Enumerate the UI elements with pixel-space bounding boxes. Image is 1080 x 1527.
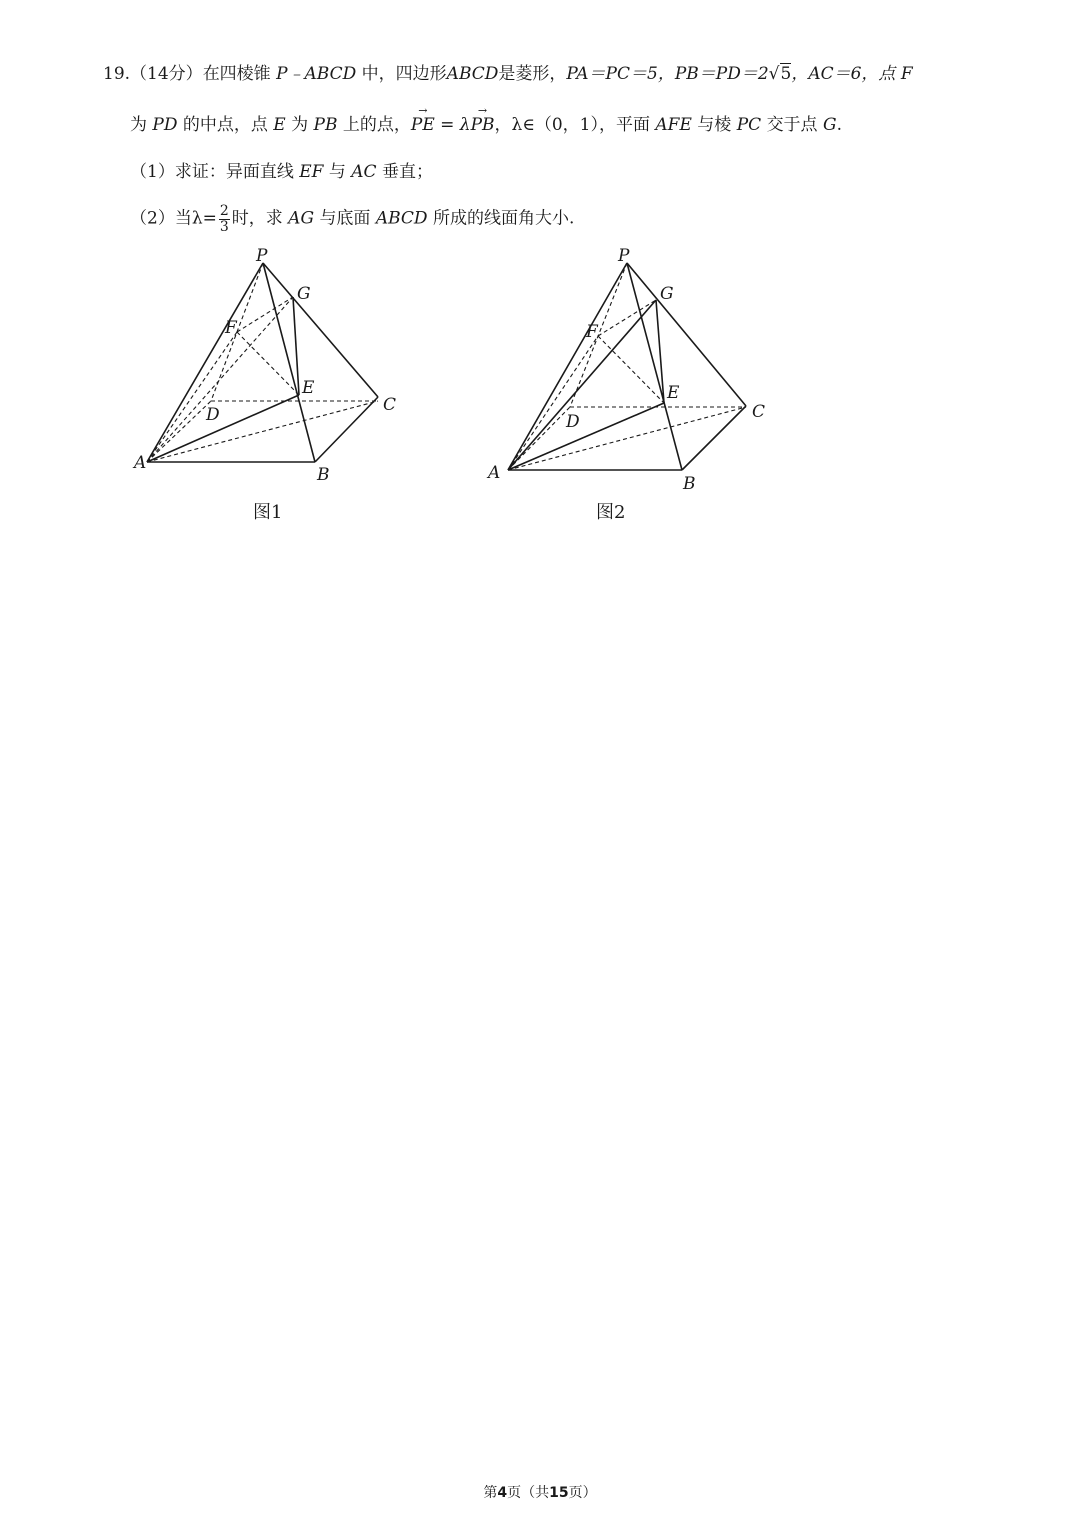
point-g: G: [822, 115, 837, 135]
label-b: B: [683, 474, 696, 494]
footer-mid: 页（共: [507, 1485, 550, 1501]
q1-text: 与: [328, 162, 346, 182]
label-e: E: [302, 378, 315, 398]
segment-pd: PD: [152, 115, 178, 135]
label-g: G: [660, 284, 674, 304]
q1-text: 垂直；: [381, 162, 433, 182]
point-e: E: [273, 115, 286, 135]
figure-1-caption: 图1: [253, 502, 283, 523]
label-d: D: [566, 412, 580, 432]
segment-pb: PB: [313, 115, 338, 135]
sqrt-symbol: √: [768, 64, 780, 84]
page-total: 15: [549, 1485, 569, 1501]
edge-pd: [570, 263, 627, 407]
footer-prefix: 第: [483, 1485, 498, 1501]
segment-ag: [508, 300, 656, 470]
problem-number: 19.: [103, 64, 131, 84]
vector-pe: → PE: [411, 117, 435, 134]
page-number: 4: [497, 1485, 508, 1501]
q2-text: 时，求: [231, 208, 283, 229]
q1-text: （1）求证：异面直线: [130, 162, 294, 182]
sqrt-value: 5: [780, 64, 792, 84]
q2-text: 所成的线面角大小.: [432, 208, 575, 229]
point-f: F: [900, 64, 913, 84]
vector-pb: → PB: [471, 117, 495, 134]
label-e: E: [667, 383, 680, 403]
quad-name: ABCD: [446, 64, 499, 84]
segment-fg: [598, 300, 656, 336]
stem-text: ，λ∈（0，1），平面: [494, 115, 650, 135]
label-a: A: [134, 453, 147, 473]
edge-pb: [627, 263, 682, 470]
edge-pc: PC: [736, 115, 762, 135]
stem-text: 交于点: [766, 115, 818, 135]
plane-afe: AFE: [655, 115, 692, 135]
stem-text: 为: [291, 115, 309, 135]
stem-text: 上的点，: [342, 115, 411, 135]
equation-2: PB＝PD＝2: [674, 64, 769, 84]
equation-3: ，AC＝6，点: [791, 64, 896, 84]
segment-fe: [598, 336, 664, 403]
fraction-numerator: 2: [219, 203, 229, 219]
q1-ef: EF: [299, 162, 324, 182]
label-f: F: [225, 318, 237, 338]
stem-text: 中，四边形: [361, 64, 447, 84]
stem-text: 为: [130, 115, 147, 135]
label-g: G: [297, 284, 311, 304]
q2-text: （2）当λ=: [130, 208, 217, 229]
figure-2-caption: 图2: [596, 502, 626, 523]
page-footer: [0, 1482, 1080, 1502]
edge-pc: [627, 263, 746, 406]
stem-text: 的中点，点: [182, 115, 268, 135]
q1-ac: AC: [351, 162, 377, 182]
label-d: D: [206, 405, 220, 425]
fraction-denominator: 3: [219, 218, 229, 235]
problem-points: （14分）: [130, 64, 203, 84]
stem-text: 是菱形，: [498, 64, 567, 84]
label-f: F: [586, 322, 598, 342]
label-a: A: [488, 463, 501, 483]
stem-text: 与棱: [697, 115, 732, 135]
q2-text: 与底面: [319, 208, 371, 229]
vector-eq: = λ: [434, 115, 471, 135]
pyramid-name: P﹣ABCD: [276, 64, 357, 84]
q2-abcd: ABCD: [375, 208, 428, 229]
figure-2: [0, 0, 1080, 560]
q2-ag: AG: [288, 208, 315, 229]
footer-suffix: 页）: [568, 1485, 597, 1501]
figure-2-dashed-edges: [508, 263, 746, 470]
period: .: [836, 115, 842, 135]
equation-1: PA＝PC＝5，: [566, 64, 675, 84]
label-c: C: [383, 395, 397, 415]
label-c: C: [752, 402, 766, 422]
label-p: P: [256, 246, 268, 266]
stem-text: 在四棱锥: [202, 64, 271, 84]
edge-pa: [508, 263, 627, 470]
label-b: B: [317, 465, 330, 485]
label-p: P: [618, 246, 630, 266]
